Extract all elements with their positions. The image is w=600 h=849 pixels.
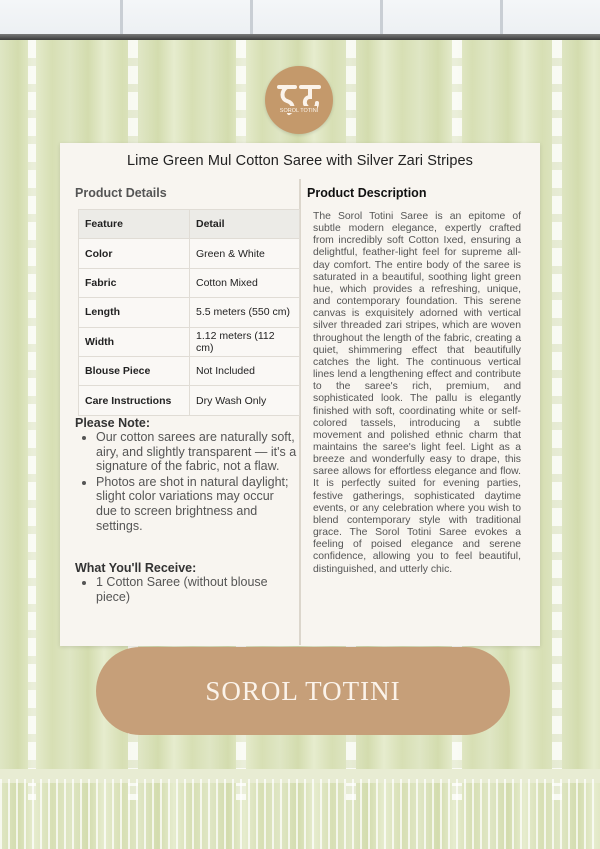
what-you-receive-heading: What You'll Receive: — [75, 561, 197, 575]
feature-cell: Width — [79, 327, 190, 356]
zari-stripe — [28, 40, 36, 800]
product-card — [60, 143, 540, 646]
detail-cell: Not Included — [190, 356, 300, 385]
feature-cell: Care Instructions — [79, 386, 190, 415]
receive-list — [80, 575, 298, 605]
detail-cell: Green & White — [190, 239, 300, 268]
note-list — [80, 430, 298, 534]
feature-cell: Color — [79, 239, 190, 268]
table-row — [79, 386, 300, 415]
product-description-text: The Sorol Totini Saree is an epitome of subtle modern elegance, expertly crafted from incredibly soft Cotton Ixed, ensuring a delightful, feather-light feel for supreme all-day comfort. The entire body of the saree is saturated in a beautiful, soothing light green hue, which provides a refreshing, unique, and contemporary foundation. This serene canvas is exquisitely adorned with vertical silver threaded zari stripes, which are woven throughout the length of the fabric, creating a quiet, shimmering effect that beautifully catches the light. The continuous vertical lines lend a lengthening effect and contribute to the saree's rich, premium, and sophisticated look. The pallu is elegantly finished with soft, coordinating white or self-colored tassels, introducing a subtle movement and polished ethnic charm that maintains the saree's light feel. Light as a breeze and wonderfully easy to drape, this saree allows for effortless elegance and flow. It is perfectly suited for evening parties, festive gatherings, sophisticated daytime events, or any celebration where you wish to blend contemporary style with traditional grace. The Sorol Totini Saree evokes a feeling of poised elegance and serene confidence, allowing you to feel beautiful, distinguished, and utterly chic. — [313, 211, 521, 575]
curtain-rod — [0, 34, 600, 40]
list-item: • Our cotton sarees are naturally soft, airy, and slightly transparent — it's a signature of the fabric, not a flaw. — [96, 430, 298, 474]
feature-cell: Length — [79, 298, 190, 327]
product-details-heading: Product Details — [75, 186, 167, 200]
table-row — [79, 298, 300, 327]
detail-cell: Cotton Mixed — [190, 268, 300, 297]
table-header-row — [79, 210, 300, 239]
brand-name: SOROL TOTINI — [205, 675, 401, 706]
detail-cell: 1.12 meters (112 cm) — [190, 327, 300, 356]
feature-cell: Fabric — [79, 268, 190, 297]
tassel-fringe — [0, 779, 600, 849]
zari-stripe — [552, 40, 562, 800]
brand-logo — [265, 66, 333, 134]
table-row — [79, 268, 300, 297]
product-title: Lime Green Mul Cotton Saree with Silver Zari Stripes — [126, 153, 474, 169]
column-header-feature: Feature — [79, 210, 190, 239]
detail-cell: 5.5 meters (550 cm) — [190, 298, 300, 327]
table-row — [79, 327, 300, 356]
list-item: • Photos are shot in natural daylight; slight color variations may occur due to screen brightness and settings. — [96, 475, 298, 533]
list-item: • 1 Cotton Saree (without blouse piece) — [96, 575, 298, 604]
svg-text:SOROL TOTINI: SOROL TOTINI — [279, 108, 319, 114]
detail-cell: Dry Wash Only — [190, 386, 300, 415]
brand-banner — [96, 647, 510, 735]
feature-cell: Blouse Piece — [79, 356, 190, 385]
product-description-heading: Product Description — [307, 186, 427, 200]
please-note-heading: Please Note: — [75, 416, 151, 430]
table-row — [79, 356, 300, 385]
logo-monogram-icon — [273, 77, 325, 123]
column-header-detail: Detail — [190, 210, 300, 239]
table-row — [79, 239, 300, 268]
spec-table — [78, 209, 300, 416]
